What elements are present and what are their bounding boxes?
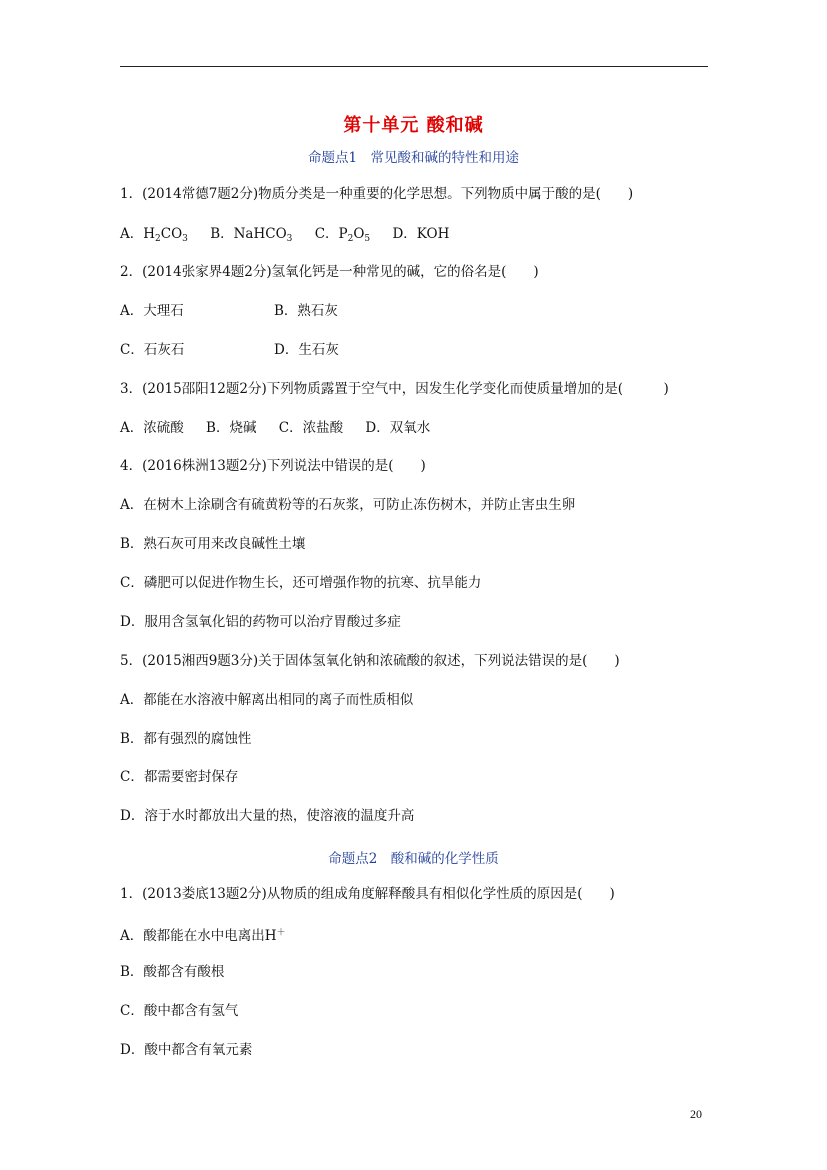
option-d: D．酸中都含有氧元素 xyxy=(120,1042,253,1058)
question-stem: 5．(2015湘西9题3分)关于固体氢氧化钠和浓硫酸的叙述，下列说法错误的是( ) xyxy=(120,653,620,669)
option-c: C．$P_2O_5$ xyxy=(314,226,371,244)
option-b: B．都有强烈的腐蚀性 xyxy=(120,731,252,747)
section-heading-1: 命题点1 常见酸和碱的特性和用途 xyxy=(307,150,520,166)
option-b: B．熟石灰 xyxy=(274,303,338,319)
option-d: D．KOH xyxy=(392,226,450,242)
section-heading-2: 命题点2 酸和碱的化学性质 xyxy=(328,851,499,867)
question-options-row xyxy=(120,420,430,436)
option-b: B．酸都含有酸根 xyxy=(120,964,225,980)
option-a: A．都能在水溶液中解离出相同的离子而性质相似 xyxy=(120,692,414,708)
option-c: C．酸中都含有氢气 xyxy=(120,1003,239,1019)
option-a: A．大理石 xyxy=(120,303,184,319)
option-b: B．熟石灰可用来改良碱性土壤 xyxy=(120,536,306,552)
header-rule xyxy=(120,66,708,67)
option-c: C．都需要密封保存 xyxy=(120,769,239,785)
option-c: C．石灰石 xyxy=(120,342,185,358)
option-c: C．磷肥可以促进作物生长，还可增强作物的抗寒、抗旱能力 xyxy=(120,575,482,591)
option-a: A．在树木上涂刷含有硫黄粉等的石灰浆，可防止冻伤树木，并防止害虫生卵 xyxy=(120,497,576,513)
option-c: C．浓盐酸 xyxy=(278,420,344,436)
option-d: D．溶于水时都放出大量的热，使溶液的温度升高 xyxy=(120,808,415,824)
question-stem: 4．(2016株洲13题2分)下列说法中错误的是( ) xyxy=(120,458,426,474)
question-stem: 2．(2014张家界4题2分)氢氧化钙是一种常见的碱，它的俗名是( ) xyxy=(120,264,539,280)
option-d: D．服用含氢氧化铝的药物可以治疗胃酸过多症 xyxy=(120,614,401,630)
option-d: D．双氧水 xyxy=(365,420,431,436)
question-options-row xyxy=(120,226,449,247)
question-stem: 1．(2014常德7题2分)物质分类是一种重要的化学思想。下列物质中属于酸的是( ) xyxy=(120,186,634,202)
option-a: A．酸都能在水中电离出H＋ xyxy=(120,928,286,944)
option-d: D．生石灰 xyxy=(274,342,339,358)
question-stem: 3．(2015邵阳12题2分)下列物质露置于空气中，因发生化学变化而使质量增加的是( ) xyxy=(120,381,669,397)
option-b: B．NaHCO$_3$ xyxy=(210,226,293,244)
option-a: A．浓硫酸 xyxy=(120,420,184,436)
page-number: 20 xyxy=(690,1107,702,1121)
option-b: B．烧碱 xyxy=(206,420,257,436)
unit-title: 第十单元 酸和碱 xyxy=(343,115,484,136)
question-stem: 1．(2013娄底13题2分)从物质的组成角度解释酸具有相似化学性质的原因是( ) xyxy=(120,886,615,902)
option-a: A．$H_2CO_3$ xyxy=(120,226,188,244)
